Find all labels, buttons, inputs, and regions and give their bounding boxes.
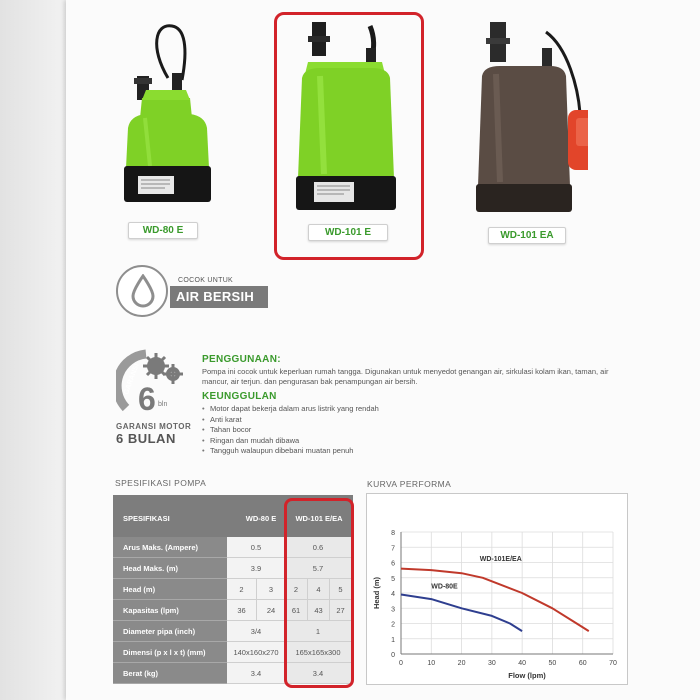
warranty-line2: 6 BULAN — [116, 431, 176, 446]
spec-header-wd80e: WD-80 E — [245, 514, 277, 523]
series-label: WD-101E/EA — [479, 555, 522, 563]
chart-title: KURVA PERFORMA — [367, 479, 452, 489]
spec-cell-wd80e: 3/4 — [227, 621, 285, 642]
product-image-wd101e — [290, 18, 400, 218]
spec-cell-wd101e: 61 — [285, 600, 307, 621]
spec-section-title: SPESIFIKASI POMPA — [115, 478, 207, 488]
spec-cell-wd101e: 5 — [329, 579, 351, 600]
water-drop-icon — [130, 274, 156, 308]
spec-cell-wd80e: 3 — [256, 579, 285, 600]
spec-row-label: Diameter pipa (inch) — [113, 621, 227, 642]
advantage-item: • Motor dapat bekerja dalam arus listrik yang rendah — [202, 404, 379, 415]
y-axis-label: Head (m) — [372, 576, 381, 610]
x-axis-label: Flow (lpm) — [508, 671, 546, 680]
y-tick-label: 6 — [391, 560, 395, 568]
spec-header-wd101e: WD-101 E/EA — [295, 514, 343, 523]
spec-cell-wd101e: 2 — [285, 579, 307, 600]
spec-cell-wd101e: 0.6 — [285, 537, 351, 558]
y-tick-label: 0 — [391, 652, 395, 659]
x-tick-label: 10 — [427, 660, 436, 667]
product-label-wd80e: WD-80 E — [128, 222, 198, 239]
spec-row-label: Head (m) — [113, 579, 227, 600]
spec-row-label: Kapasitas (lpm) — [113, 600, 227, 621]
water-badge-subtitle: COCOK UNTUK — [178, 277, 234, 284]
spec-cell-wd101e: 27 — [329, 600, 351, 621]
x-tick-label: 70 — [609, 660, 617, 667]
y-tick-label: 4 — [391, 591, 395, 598]
spec-row-label: Arus Maks. (Ampere) — [113, 537, 227, 558]
spec-cell-wd80e: 2 — [227, 579, 256, 600]
y-tick-label: 7 — [391, 545, 395, 553]
x-tick-label: 40 — [518, 660, 527, 667]
y-tick-label: 5 — [391, 575, 395, 583]
x-tick-label: 30 — [487, 660, 496, 667]
spec-cell-wd80e: 36 — [227, 600, 256, 621]
warranty-number: 6 — [138, 381, 156, 417]
spec-cell-wd101e: 4 — [307, 579, 329, 600]
x-tick-label: 50 — [548, 660, 557, 667]
warranty-gear-icon — [116, 348, 196, 420]
spec-cell-wd80e: 140x160x270 — [227, 642, 285, 663]
usage-text: Pompa ini cocok untuk keperluan rumah tangga. Digunakan untuk menyedot genangan air, sirkulasi kolam ikan, taman, air mancur, air terjun. dan pengurasan bak penampungan air bersih. — [202, 367, 609, 386]
y-tick-label: 1 — [391, 636, 395, 644]
product-image-wd101ea — [468, 18, 588, 218]
spec-row-label: Head Maks. (m) — [113, 558, 227, 579]
product-label-wd101e: WD-101 E — [308, 224, 388, 241]
warranty-line1: GARANSI MOTOR — [116, 422, 192, 431]
advantage-item: • Anti karat — [202, 415, 379, 426]
series-label: WD-80E — [431, 583, 458, 591]
y-tick-label: 8 — [391, 530, 395, 537]
advantage-item: • Tangguh walaupun dibebani muatan penuh — [202, 446, 379, 457]
spec-cell-wd80e: 3.4 — [227, 663, 285, 684]
spec-row-label: Berat (kg) — [113, 663, 227, 684]
x-tick-label: 20 — [457, 660, 466, 667]
spec-cell-wd101e: 1 — [285, 621, 351, 642]
spec-cell-wd80e: 0.5 — [227, 537, 285, 558]
spec-cell-wd101e: 3.4 — [285, 663, 351, 684]
y-tick-label: 2 — [391, 621, 395, 629]
y-tick-label: 3 — [391, 606, 395, 614]
water-badge-title: AIR BERSIH — [170, 286, 268, 308]
advantage-item: • Tahan bocor — [202, 425, 379, 436]
spec-row-label: Dimensi (p x l x t) (mm) — [113, 642, 227, 663]
spec-header-label: SPESIFIKASI — [123, 514, 170, 523]
advantages-list — [202, 404, 379, 457]
warranty-ring-text: GARANSI — [123, 362, 141, 396]
usage-title: PENGGUNAAN: — [202, 354, 281, 365]
performance-chart — [367, 494, 627, 684]
advantages-title: KEUNGGULAN — [202, 391, 277, 402]
x-tick-label: 0 — [399, 660, 403, 667]
spec-column-highlight — [284, 498, 354, 688]
x-tick-label: 60 — [578, 660, 587, 667]
product-label-wd101ea: WD-101 EA — [488, 227, 566, 244]
spec-cell-wd80e: 3.9 — [227, 558, 285, 579]
spec-cell-wd80e: 24 — [256, 600, 285, 621]
advantage-item: • Ringan dan mudah dibawa — [202, 436, 379, 447]
performance-chart-frame — [366, 493, 628, 685]
spec-cell-wd101e: 165x165x300 — [285, 642, 351, 663]
book-spine-edge — [0, 0, 66, 700]
product-image-wd80e — [110, 18, 220, 208]
warranty-unit: bln — [158, 401, 168, 408]
spec-cell-wd101e: 5.7 — [285, 558, 351, 579]
spec-cell-wd101e: 43 — [307, 600, 329, 621]
